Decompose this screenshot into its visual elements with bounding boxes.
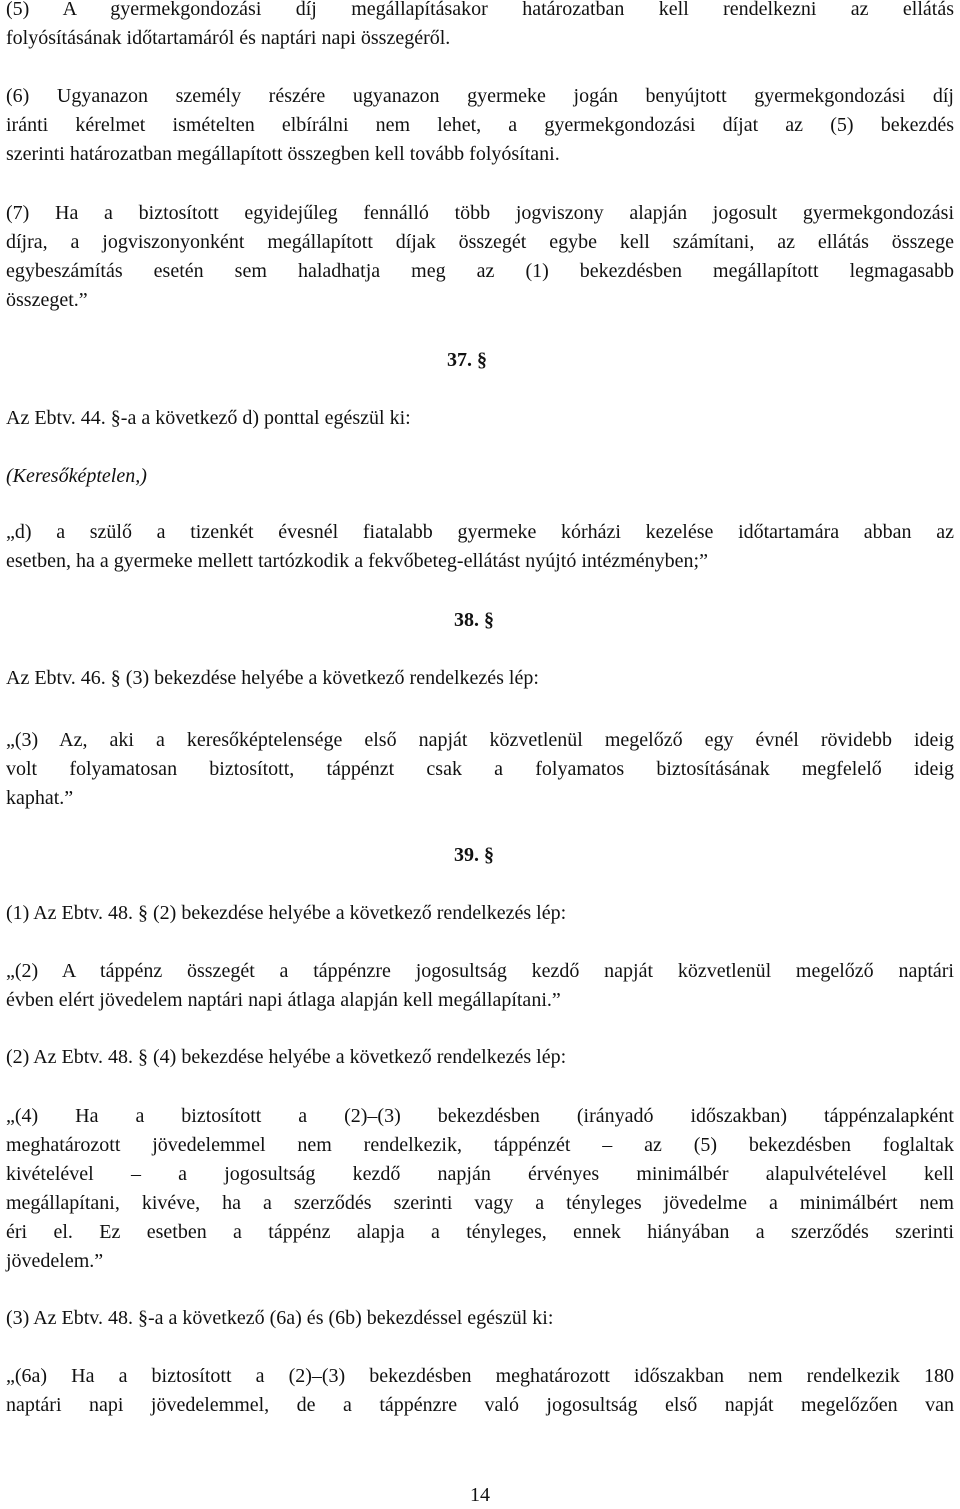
section-37-subtitle: (Keresőképtelen,) (6, 465, 147, 487)
section-heading-39: 39. § (454, 844, 494, 866)
section-38-quote-line-1: „(3) Az, aki a keresőképtelensége első napját közvetlenül megelőző egy évnél rövidebb ideig (6, 729, 954, 751)
paragraph-6-line-2: iránti kérelmet ismételten elbírálni nem lehet, a gyermekgondozási díjat az (5) bekezdés (6, 114, 954, 136)
section-39-quote-2-line-4: megállapítani, kivéve, ha a szerződés szerinti vagy a tényleges jövedelme a minimálbért nem (6, 1192, 954, 1214)
paragraph-7-line-4: összeget.” (6, 289, 88, 311)
section-39-quote-2-line-3: kivételével – a jogosultság kezdő napján érvényes minimálbér alapulvételével kell (6, 1163, 954, 1185)
section-39-intro-3: (3) Az Ebtv. 48. §-a a következő (6a) és (6b) bekezdéssel egészül ki: (6, 1307, 554, 1329)
section-39-quote-1-line-1: „(2) A táppénz összegét a táppénzre jogosultság kezdő napját közvetlenül megelőző naptári (6, 960, 954, 982)
paragraph-5-line-2: folyósításának időtartamáról és naptári napi összegéről. (6, 27, 451, 49)
section-39-quote-2-line-1: „(4) Ha a biztosított a (2)–(3) bekezdésben (irányadó időszakban) táppénzalapként (6, 1105, 954, 1127)
section-37-quote-line-2: esetben, ha a gyermeke mellett tartózkodik a fekvőbeteg-ellátást nyújtó intézményben;” (6, 550, 708, 572)
section-39-quote-3 (6, 1362, 954, 1420)
section-37-quote-line-1: „d) a szülő a tizenkét évesnél fiatalabb gyermeke kórházi kezelése időtartamára abban az (6, 521, 954, 543)
paragraph-5-line-1: (5) A gyermekgondozási díj megállapításakor határozatban kell rendelkezni az ellátás (6, 0, 954, 20)
section-39-quote-3-line-2: naptári napi jövedelemmel, de a táppénzre való jogosultság első napját megelőzően van (6, 1394, 954, 1416)
section-39-intro-1: (1) Az Ebtv. 48. § (2) bekezdése helyébe a következő rendelkezés lép: (6, 902, 567, 924)
section-heading-38: 38. § (454, 609, 494, 631)
section-37-intro: Az Ebtv. 44. §-a a következő d) ponttal egészül ki: (6, 407, 411, 429)
paragraph-7-line-2: díjra, a jogviszonyonként megállapított díjak összegét egybe kell számítani, az ellátás összege (6, 231, 954, 253)
paragraph-6-line-1: (6) Ugyanazon személy részére ugyanazon gyermeke jogán benyújtott gyermekgondozási díj (6, 85, 954, 107)
paragraph-7-line-1: (7) Ha a biztosított egyidejűleg fennálló több jogviszony alapján jogosult gyermekgondozási (6, 202, 954, 224)
page-number: 14 (470, 1484, 490, 1506)
paragraph-5 (6, 0, 954, 53)
section-39-quote-2-line-6: jövedelem.” (6, 1250, 104, 1272)
section-39-quote-1-line-2: évben elért jövedelem naptári napi átlaga alapján kell megállapítani.” (6, 989, 561, 1011)
paragraph-6-line-3: szerinti határozatban megállapított összegben kell tovább folyósítani. (6, 143, 560, 165)
section-38-quote (6, 726, 954, 813)
section-39-quote-2 (6, 1102, 954, 1276)
section-37-quote (6, 518, 954, 576)
paragraph-7 (6, 199, 954, 315)
section-heading-37: 37. § (447, 349, 487, 371)
section-38-intro: Az Ebtv. 46. § (3) bekezdése helyébe a következő rendelkezés lép: (6, 667, 539, 689)
paragraph-7-line-3: egybeszámítás esetén sem haladhatja meg az (1) bekezdésben megállapított legmagasabb (6, 260, 954, 282)
section-39-quote-2-line-5: éri el. Ez esetben a táppénz alapja a tényleges, ennek hiányában a szerződés szerinti (6, 1221, 954, 1243)
section-39-quote-1 (6, 957, 954, 1015)
section-39-quote-3-line-1: „(6a) Ha a biztosított a (2)–(3) bekezdésben meghatározott időszakban nem rendelkezik 180 (6, 1365, 954, 1387)
section-39-quote-2-line-2: meghatározott jövedelemmel nem rendelkezik, táppénzét – az (5) bekezdésben foglaltak (6, 1134, 954, 1156)
paragraph-6 (6, 82, 954, 169)
section-38-quote-line-3: kaphat.” (6, 787, 74, 809)
section-39-intro-2: (2) Az Ebtv. 48. § (4) bekezdése helyébe a következő rendelkezés lép: (6, 1046, 567, 1068)
section-38-quote-line-2: volt folyamatosan biztosított, táppénzt csak a folyamatos biztosításának megfelelő ideig (6, 758, 954, 780)
